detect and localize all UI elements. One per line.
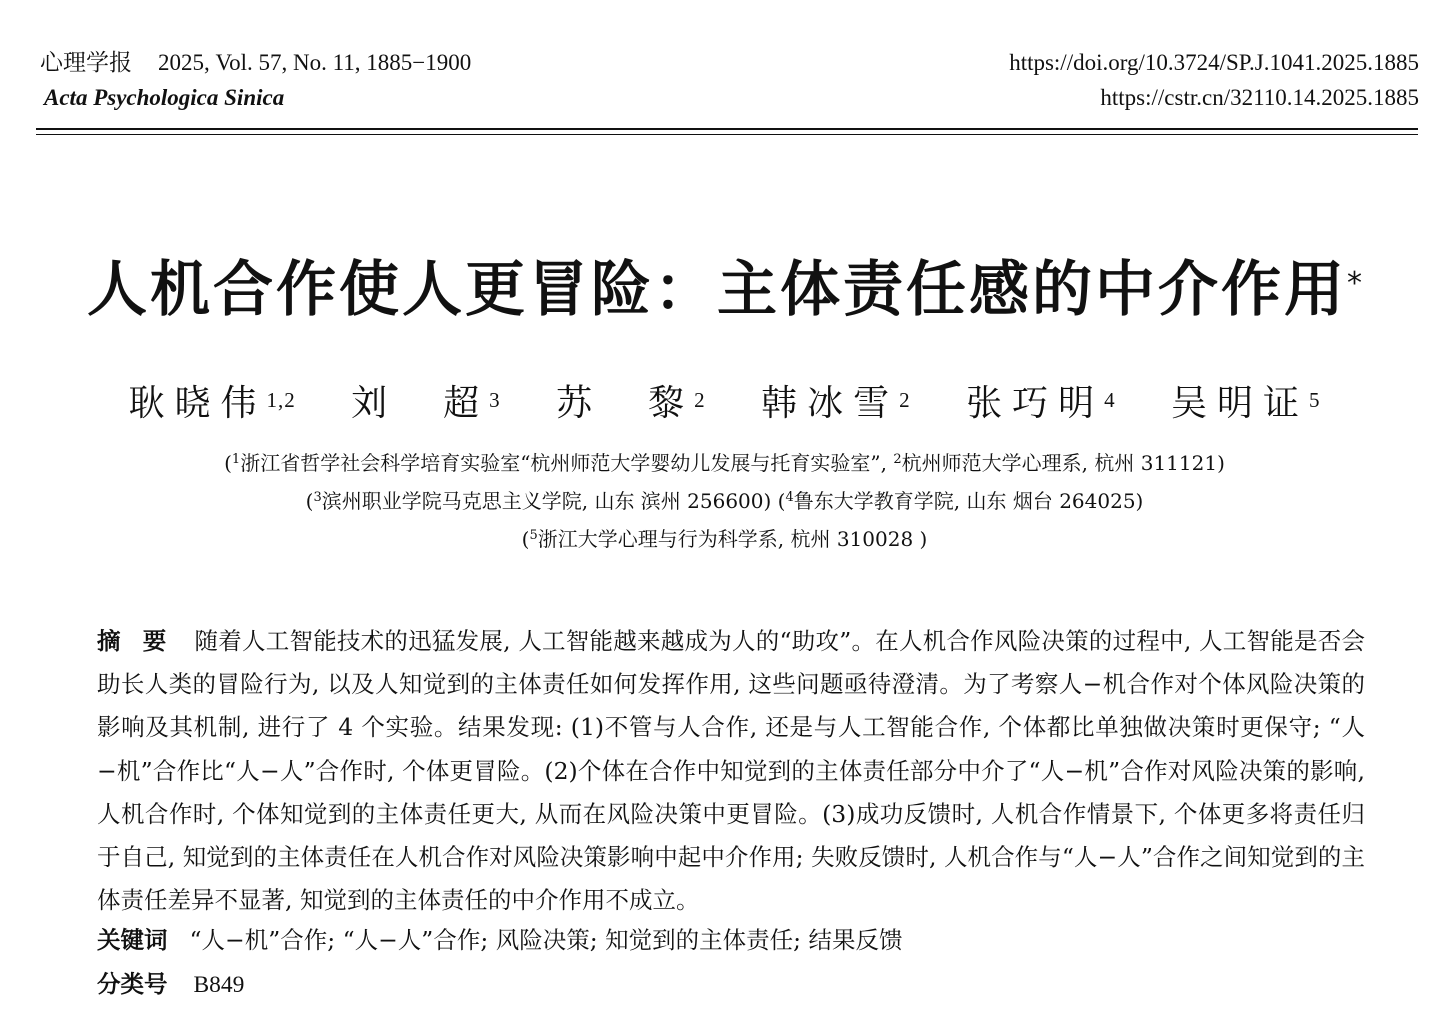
aff-text: 鲁东大学教育学院, 山东 烟台 264025): [793, 489, 1144, 513]
abstract-text: 随着人工智能技术的迅猛发展, 人工智能越来越成为人的“助攻”。在人机合作风险决策的过程中, 人工智能是否会助长人类的冒险行为, 以及人知觉到的主体责任如何发挥作用, 这些问题亟待澄清。为了考察人−机合作对个体风险决策的影响及其机制, 进行了 4 个实验。结果发现: (1)不管与人合作, 还是与人工智能合作, 个体都比单独做决策时更保守; “人−机”合作比“人−人”合作时, 个体更冒险。(2)个体在合作中知觉到的主体责任部分中介了“人−机”合作对风险决策的影响, 人机合作时, 个体知觉到的主体责任更大, 从而在风险决策中更冒险。(3)成功反馈时, 人机合作情景下, 个体更多将责任归于自己, 知觉到的主体责任在人机合作对风险决策影响中起中介作用; 失败反馈时, 人机合作与“人−人”合作之间知觉到的主体责任差异不显著, 知觉到的主体责任的中介作用不成立。: [97, 627, 1365, 915]
author-affiliation-mark: 5: [1309, 388, 1321, 412]
classification: [97, 964, 244, 1005]
author-name: 吴明证: [1171, 383, 1310, 424]
aff-text: 浙江省哲学社会科学培育实验室“杭州师范大学婴幼儿发展与托育实验室”,: [240, 451, 894, 475]
header-rule-thick: [36, 128, 1418, 130]
aff-mark: 3: [313, 490, 322, 505]
author-name: 耿晓伟: [128, 383, 267, 424]
doi-link[interactable]: https://doi.org/10.3724/SP.J.1041.2025.1885: [1009, 50, 1419, 75]
aff-text: 浙江大学心理与行为科学系, 杭州 310028 ): [537, 527, 928, 551]
author: [1171, 376, 1321, 432]
citation-info: 2025, Vol. 57, No. 11, 1885−1900: [158, 50, 472, 75]
keywords: [97, 920, 903, 960]
author-affiliation-mark: 4: [1104, 388, 1116, 412]
author-name: 刘 超: [351, 383, 490, 424]
author: [351, 376, 501, 432]
author-name: 苏 黎: [556, 383, 695, 424]
author: [761, 376, 911, 432]
classification-value: B849: [193, 972, 245, 998]
author-list: [0, 376, 1449, 432]
title-footnote-mark[interactable]: *: [1347, 266, 1362, 301]
author-affiliation-mark: 2: [899, 388, 911, 412]
author-name: 韩冰雪: [761, 383, 900, 424]
journal-header-line: [40, 48, 471, 78]
affiliation-line-3: [0, 525, 1449, 553]
header-rule-thin: [36, 134, 1418, 135]
aff-paren: (: [521, 527, 530, 551]
keywords-text: “人−机”合作; “人−人”合作; 风险决策; 知觉到的主体责任; 结果反馈: [189, 926, 903, 954]
author-name: 张巧明: [966, 383, 1105, 424]
abstract-label: 摘要: [97, 627, 189, 655]
aff-mark: 5: [529, 528, 538, 543]
paper-title: [0, 252, 1449, 328]
cstr-link[interactable]: https://cstr.cn/32110.14.2025.1885: [1100, 85, 1419, 110]
aff-paren: (: [224, 451, 232, 475]
affiliation-line-1: [0, 449, 1449, 477]
aff-mark: 4: [785, 490, 794, 505]
author-affiliation-mark: 3: [489, 388, 501, 412]
author: [556, 376, 706, 432]
aff-mark: 1: [231, 452, 241, 467]
author: [128, 376, 295, 432]
author: [966, 376, 1116, 432]
aff-paren: (: [305, 489, 314, 513]
journal-name-cn: 心理学报: [40, 50, 132, 75]
journal-name-en: Acta Psychologica Sinica: [44, 85, 285, 110]
paper-title-text: 人机合作使人更冒险：主体责任感的中介作用: [87, 255, 1347, 325]
aff-mark: 2: [893, 452, 902, 467]
author-affiliation-mark: 1,2: [266, 388, 296, 412]
aff-text: 杭州师范大学心理系, 杭州 311121): [901, 451, 1225, 475]
keywords-label: 关键词: [97, 926, 168, 954]
aff-text: 滨州职业学院马克思主义学院, 山东 滨州 256600) (: [321, 489, 786, 513]
affiliation-line-2: [0, 487, 1449, 515]
abstract: [97, 620, 1365, 922]
author-affiliation-mark: 2: [694, 388, 706, 412]
classification-label: 分类号: [97, 970, 168, 998]
